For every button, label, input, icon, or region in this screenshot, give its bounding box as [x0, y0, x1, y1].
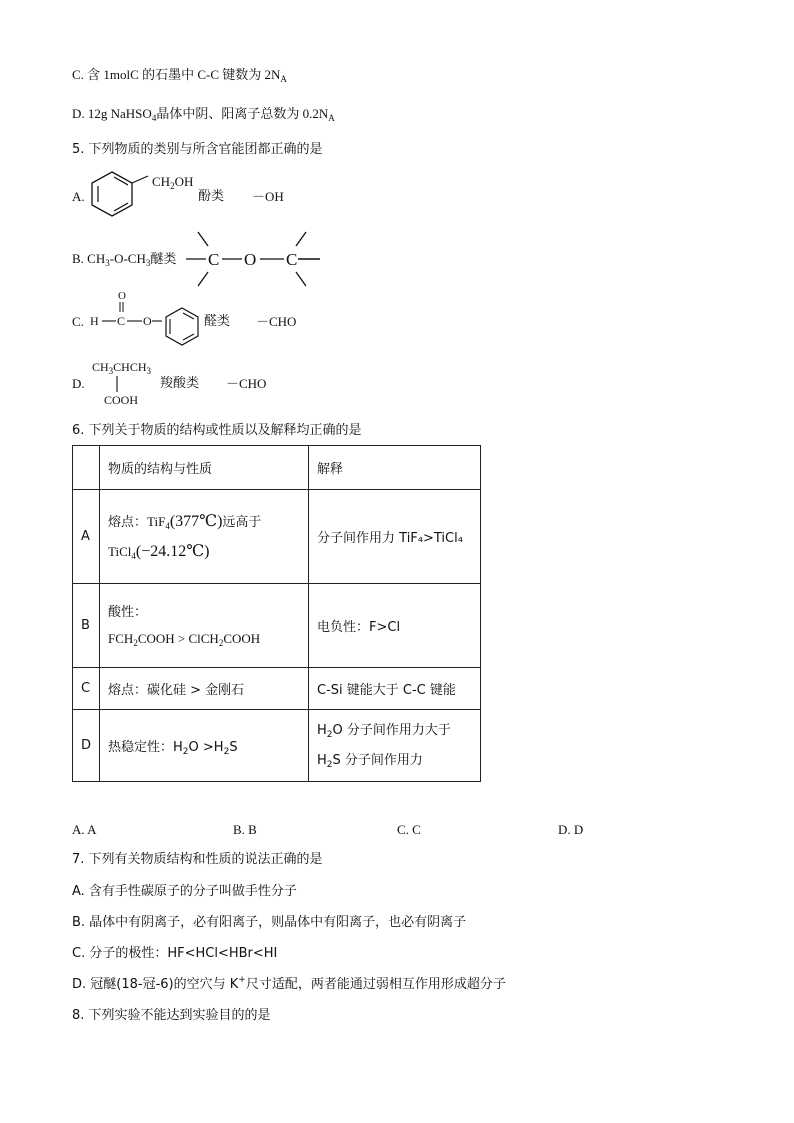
q5-option-b: B. $CH_3-O-CH_3$醚类	[72, 251, 177, 268]
row-c-property: 熔点：碳化硅 > 金刚石	[100, 668, 309, 710]
formate-c-label: C	[117, 314, 126, 328]
q5-d-group: －CHO	[226, 376, 267, 391]
answer-a[interactable]: A. A	[72, 822, 97, 837]
row-d-label: D	[73, 710, 100, 782]
answer-c[interactable]: C. C	[397, 822, 421, 837]
q5-d-bottom-formula: COOH	[104, 393, 139, 407]
header-cell-explain: 解释	[309, 446, 481, 490]
phenyl-formate-structure	[86, 286, 210, 356]
q5-option-d-letter: D.	[72, 376, 85, 391]
q5-d-category: 羧酸类	[160, 376, 200, 391]
row-a-label: A	[73, 490, 100, 584]
row-d-property: 热稳定性：$H_2O >H_2S$	[100, 710, 309, 782]
ether-o-label: O	[244, 250, 257, 269]
formate-h-label: H	[90, 314, 99, 328]
question-7: 7. 下列有关物质结构和性质的说法正确的是	[72, 852, 323, 867]
table-row-a	[73, 490, 481, 584]
q5-a-formula: $CH_2OH$	[152, 174, 194, 191]
row-a-property: 熔点：TiF$_4$(377℃)远高于 TiCl$_4$(−24.12℃)	[100, 490, 309, 584]
q5-option-c-letter: C.	[72, 314, 84, 329]
option-c-prev: C. 含 1molC 的石墨中 C-C 键数为 $2N_A$	[72, 67, 287, 84]
formate-o-top-label: O	[118, 290, 126, 302]
ether-c1-label: C	[208, 250, 220, 269]
table-row-b	[73, 584, 481, 668]
q5-d-top-formula: $CH_3CHCH_3$	[92, 360, 152, 376]
q5-c-group: －CHO	[256, 314, 297, 329]
table-row-c	[73, 668, 481, 710]
q7-option-c[interactable]: C. 分子的极性：HF<HCl<HBr<HI	[72, 946, 278, 961]
benzene-ring-structure	[88, 166, 158, 220]
q6-table	[72, 445, 481, 782]
table-header-row	[73, 446, 481, 490]
header-cell-property: 物质的结构与性质	[100, 446, 309, 490]
row-b-label: B	[73, 584, 100, 668]
question-6: 6. 下列关于物质的结构或性质以及解释均正确的是	[72, 423, 362, 438]
q7-option-a[interactable]: A. 含有手性碳原子的分子叫做手性分子	[72, 884, 297, 899]
row-b-property: 酸性： $FCH_2COOH$ > ClCH$_2$COOH	[100, 584, 309, 668]
ether-c2-label: C	[286, 250, 298, 269]
answer-d[interactable]: D. D	[558, 822, 584, 837]
row-d-explain: $H_2O$ 分子间作用力大于 $H_2S$ 分子间作用力	[309, 710, 481, 782]
option-d-prev: D. 12g NaHSO$_4$晶体中阴、阳离子总数为 $0.2N_A$	[72, 106, 335, 123]
row-c-label: C	[73, 668, 100, 710]
question-8: 8. 下列实验不能达到实验目的的是	[72, 1008, 271, 1023]
q5-c-category: 醛类	[204, 314, 231, 329]
row-b-explain: 电负性：F>Cl	[309, 584, 481, 668]
q5-a-category: 酚类	[198, 189, 225, 204]
ether-group-structure	[184, 226, 324, 292]
q5-a-group: －OH	[252, 189, 284, 204]
q7-option-d[interactable]: D. 冠醚(18-冠-6)的空穴与 K+尺寸适配，两者能通过弱相互作用形成超分子	[72, 975, 506, 992]
question-5: 5. 下列物质的类别与所含官能团都正确的是	[72, 142, 323, 157]
table-row-d	[73, 710, 481, 782]
header-cell-empty	[73, 446, 100, 490]
q5-option-a-letter: A.	[72, 189, 85, 204]
row-a-explain: 分子间作用力 TiF₄>TiCl₄	[309, 490, 481, 584]
formate-o-side-label: O	[143, 314, 152, 328]
row-c-explain: C-Si 键能大于 C-C 键能	[309, 668, 481, 710]
answer-b[interactable]: B. B	[233, 822, 257, 837]
q7-option-b[interactable]: B. 晶体中有阴离子，必有阳离子，则晶体中有阳离子，也必有阴离子	[72, 915, 467, 930]
